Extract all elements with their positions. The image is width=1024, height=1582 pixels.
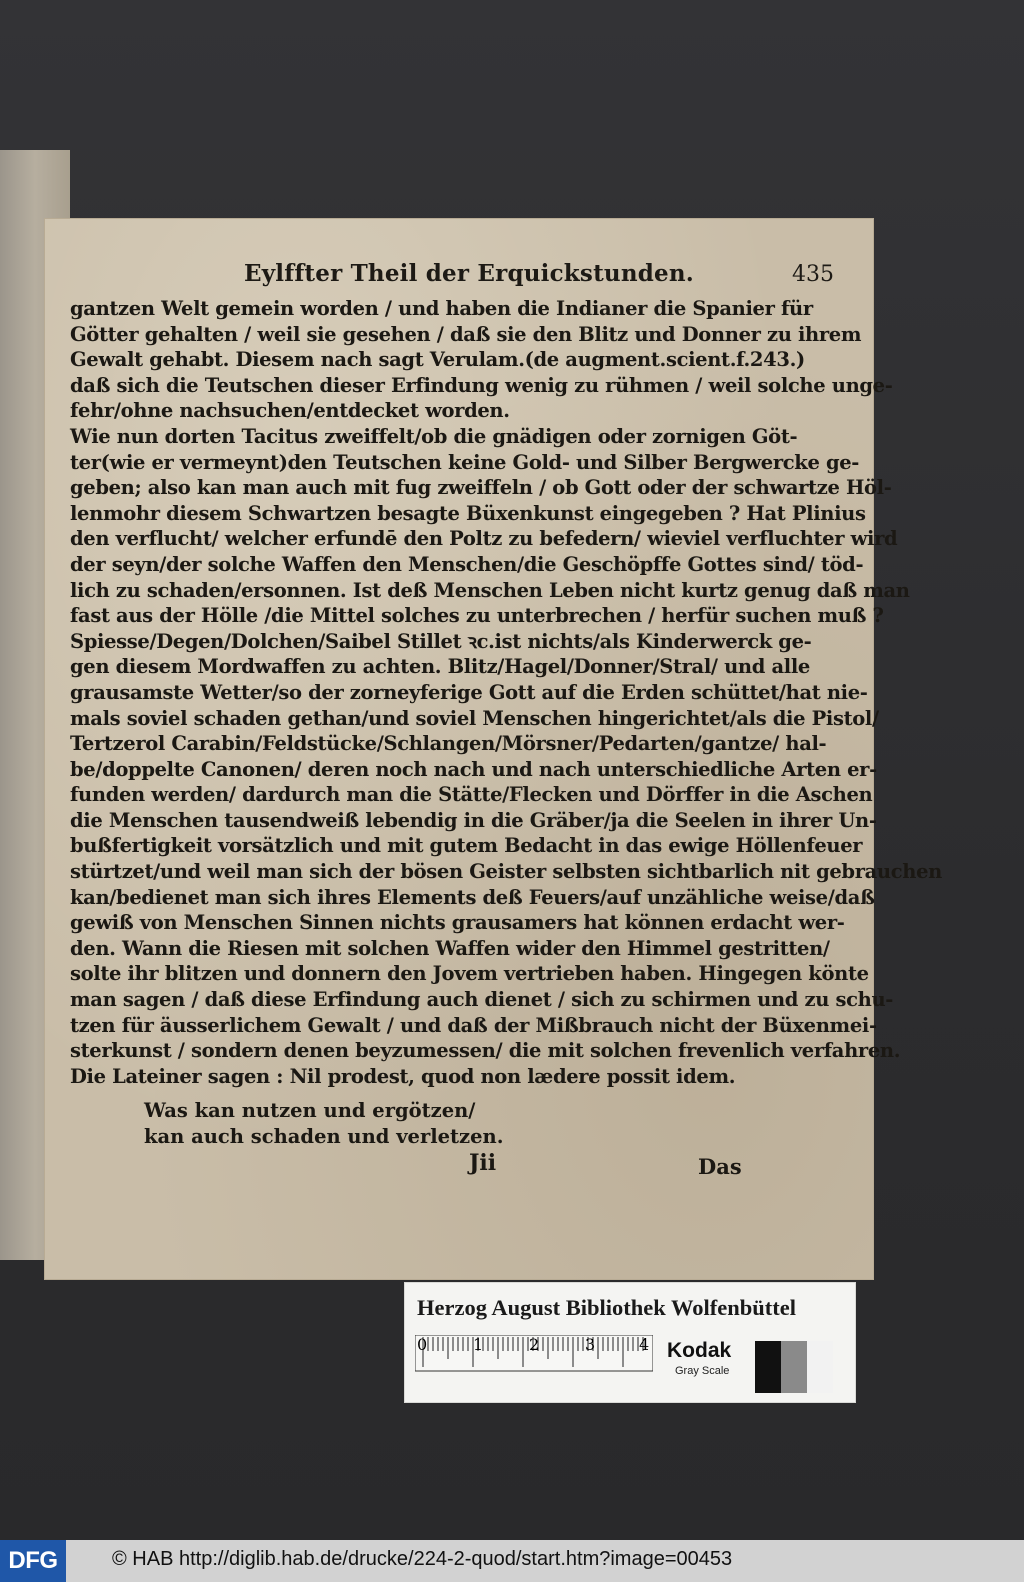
text-line: Spiesse/Degen/Dolchen/Saibel Stillet ꝛc.ist nichts/als Kinderwerck ge- [70,629,812,653]
text-line: daß sich die Teutschen dieser Erfindung wenig zu rühmen / weil solche unge- [70,373,893,397]
page-header [244,260,834,287]
text-line: ter(wie er vermeynt)den Teutschen keine Gold- und Silber Bergwercke ge- [70,450,860,474]
scale-number: 0 [417,1335,428,1354]
catchword: Das [698,1154,742,1179]
text-line: bußfertigkeit vorsätzlich und mit gutem Bedacht in das ewige Höllenfeuer [70,834,863,858]
text-line: solte ihr blitzen und donnern den Jovem vertrieben haben. Hingegen könte [70,962,869,986]
gray-swatch-white [807,1341,833,1393]
text-line: mals soviel schaden gethan/und soviel Menschen hingerichtet/als die Pistol/ [70,706,879,730]
scale-number: 4 [639,1335,650,1354]
running-head: Eylffter Theil der Erquickstunden. [244,260,694,287]
book-page [44,218,942,1280]
text-line: Wie nun dorten Tacitus zweiffelt/ob die gnädigen oder zornigen Göt- [70,424,798,448]
scale-number: 3 [585,1335,596,1354]
viewer-footer [0,1540,1024,1582]
text-line: lich zu schaden/ersonnen. Ist deß Menschen Leben nicht kurtz genug daß man [70,578,910,602]
text-line: be/doppelte Canonen/ deren noch nach und nach unterschiedliche Arten er- [70,757,877,781]
verse-line: kan auch schaden und verletzen. [144,1125,504,1148]
text-line: Götter gehalten / weil sie gesehen / daß sie den Blitz und Donner zu ihrem [70,322,862,346]
dfg-logo: DFG [0,1540,66,1582]
scale-number: 2 [529,1335,540,1354]
text-line: grausamste Wetter/so der zorneyferige Gott auf die Erden schüttet/hat nie- [70,680,868,704]
text-line: den verflucht/ welcher erfundē den Poltz zu befedern/ wieviel verfluchter wird [70,527,898,551]
scale-number: 1 [473,1335,484,1354]
text-line: fast aus der Hölle /die Mittel solches zu unterbrechen / herfür suchen muß ? [70,604,884,628]
text-line: Gewalt gehabt. Diesem nach sagt Verulam.(de augment.scient.f.243.) [70,348,805,372]
kodak-label: Kodak [667,1339,732,1362]
text-line: gantzen Welt gemein worden / und haben die Indianer die Spanier für [70,297,813,320]
text-line: kan/bedienet man sich ihres Elements deß Feuers/auf unzähliche weise/daß [70,885,875,909]
text-line: funden werden/ dardurch man die Stätte/Flecken und Dörffer in die Aschen [70,783,873,807]
copyright-url: © HAB http://diglib.hab.de/drucke/224-2-quod/start.htm?image=00453 [112,1548,733,1570]
body-text [70,296,942,1089]
text-line: sterkunst / sondern denen beyzumessen/ die mit solchen frevenlich verfahren. [70,1039,901,1063]
text-line: Die Lateiner sagen : Nil prodest, quod non lædere possit idem. [70,1064,736,1088]
text-line: gen diesem Mordwaffen zu achten. Blitz/Hagel/Donner/Stral/ und alle [70,655,810,679]
page-number: 435 [792,262,834,287]
text-line: der seyn/der solche Waffen den Menschen/die Geschöpffe Gottes sind/ töd- [70,552,864,576]
text-line: lenmohr diesem Schwartzen besagte Büxenkunst eingegeben ? Hat Plinius [70,501,866,525]
text-line: man sagen / daß diese Erfindung auch dienet / sich zu schirmen und zu schu- [70,988,894,1012]
gray-scale-label: Gray Scale [675,1365,730,1377]
text-line: geben; also kan man auch mit fug zweiffeln / ob Gott oder der schwartze Höl- [70,476,892,500]
text-line: die Menschen tausendweiß lebendig in die Gräber/ja die Seelen in ihrer Un- [70,808,877,832]
text-line: stürtzet/und weil man sich der bösen Geister selbsten sichtbarlich nit gebrauchen [70,860,942,884]
gray-swatch-black [755,1341,781,1393]
signature-mark: Jii [469,1150,497,1176]
target-title: Herzog August Bibliothek Wolfenbüttel [417,1295,796,1320]
text-line: gewiß von Menschen Sinnen nichts grausamers hat können erdacht wer- [70,911,845,935]
text-line: tzen für äusserlichem Gewalt / und daß der Mißbrauch nicht der Büxenmei- [70,1013,877,1037]
text-line: Tertzerol Carabin/Feldstücke/Schlangen/Mörsner/Pedarten/gantze/ hal- [70,732,827,756]
text-line: fehr/ohne nachsuchen/entdecket worden. [70,399,510,423]
color-target-card [404,1282,856,1403]
text-line: den. Wann die Riesen mit solchen Waffen wider den Himmel gestritten/ [70,936,830,960]
verse-line: Was kan nutzen und ergötzen/ [144,1099,476,1122]
gray-swatch-mid [781,1341,807,1393]
